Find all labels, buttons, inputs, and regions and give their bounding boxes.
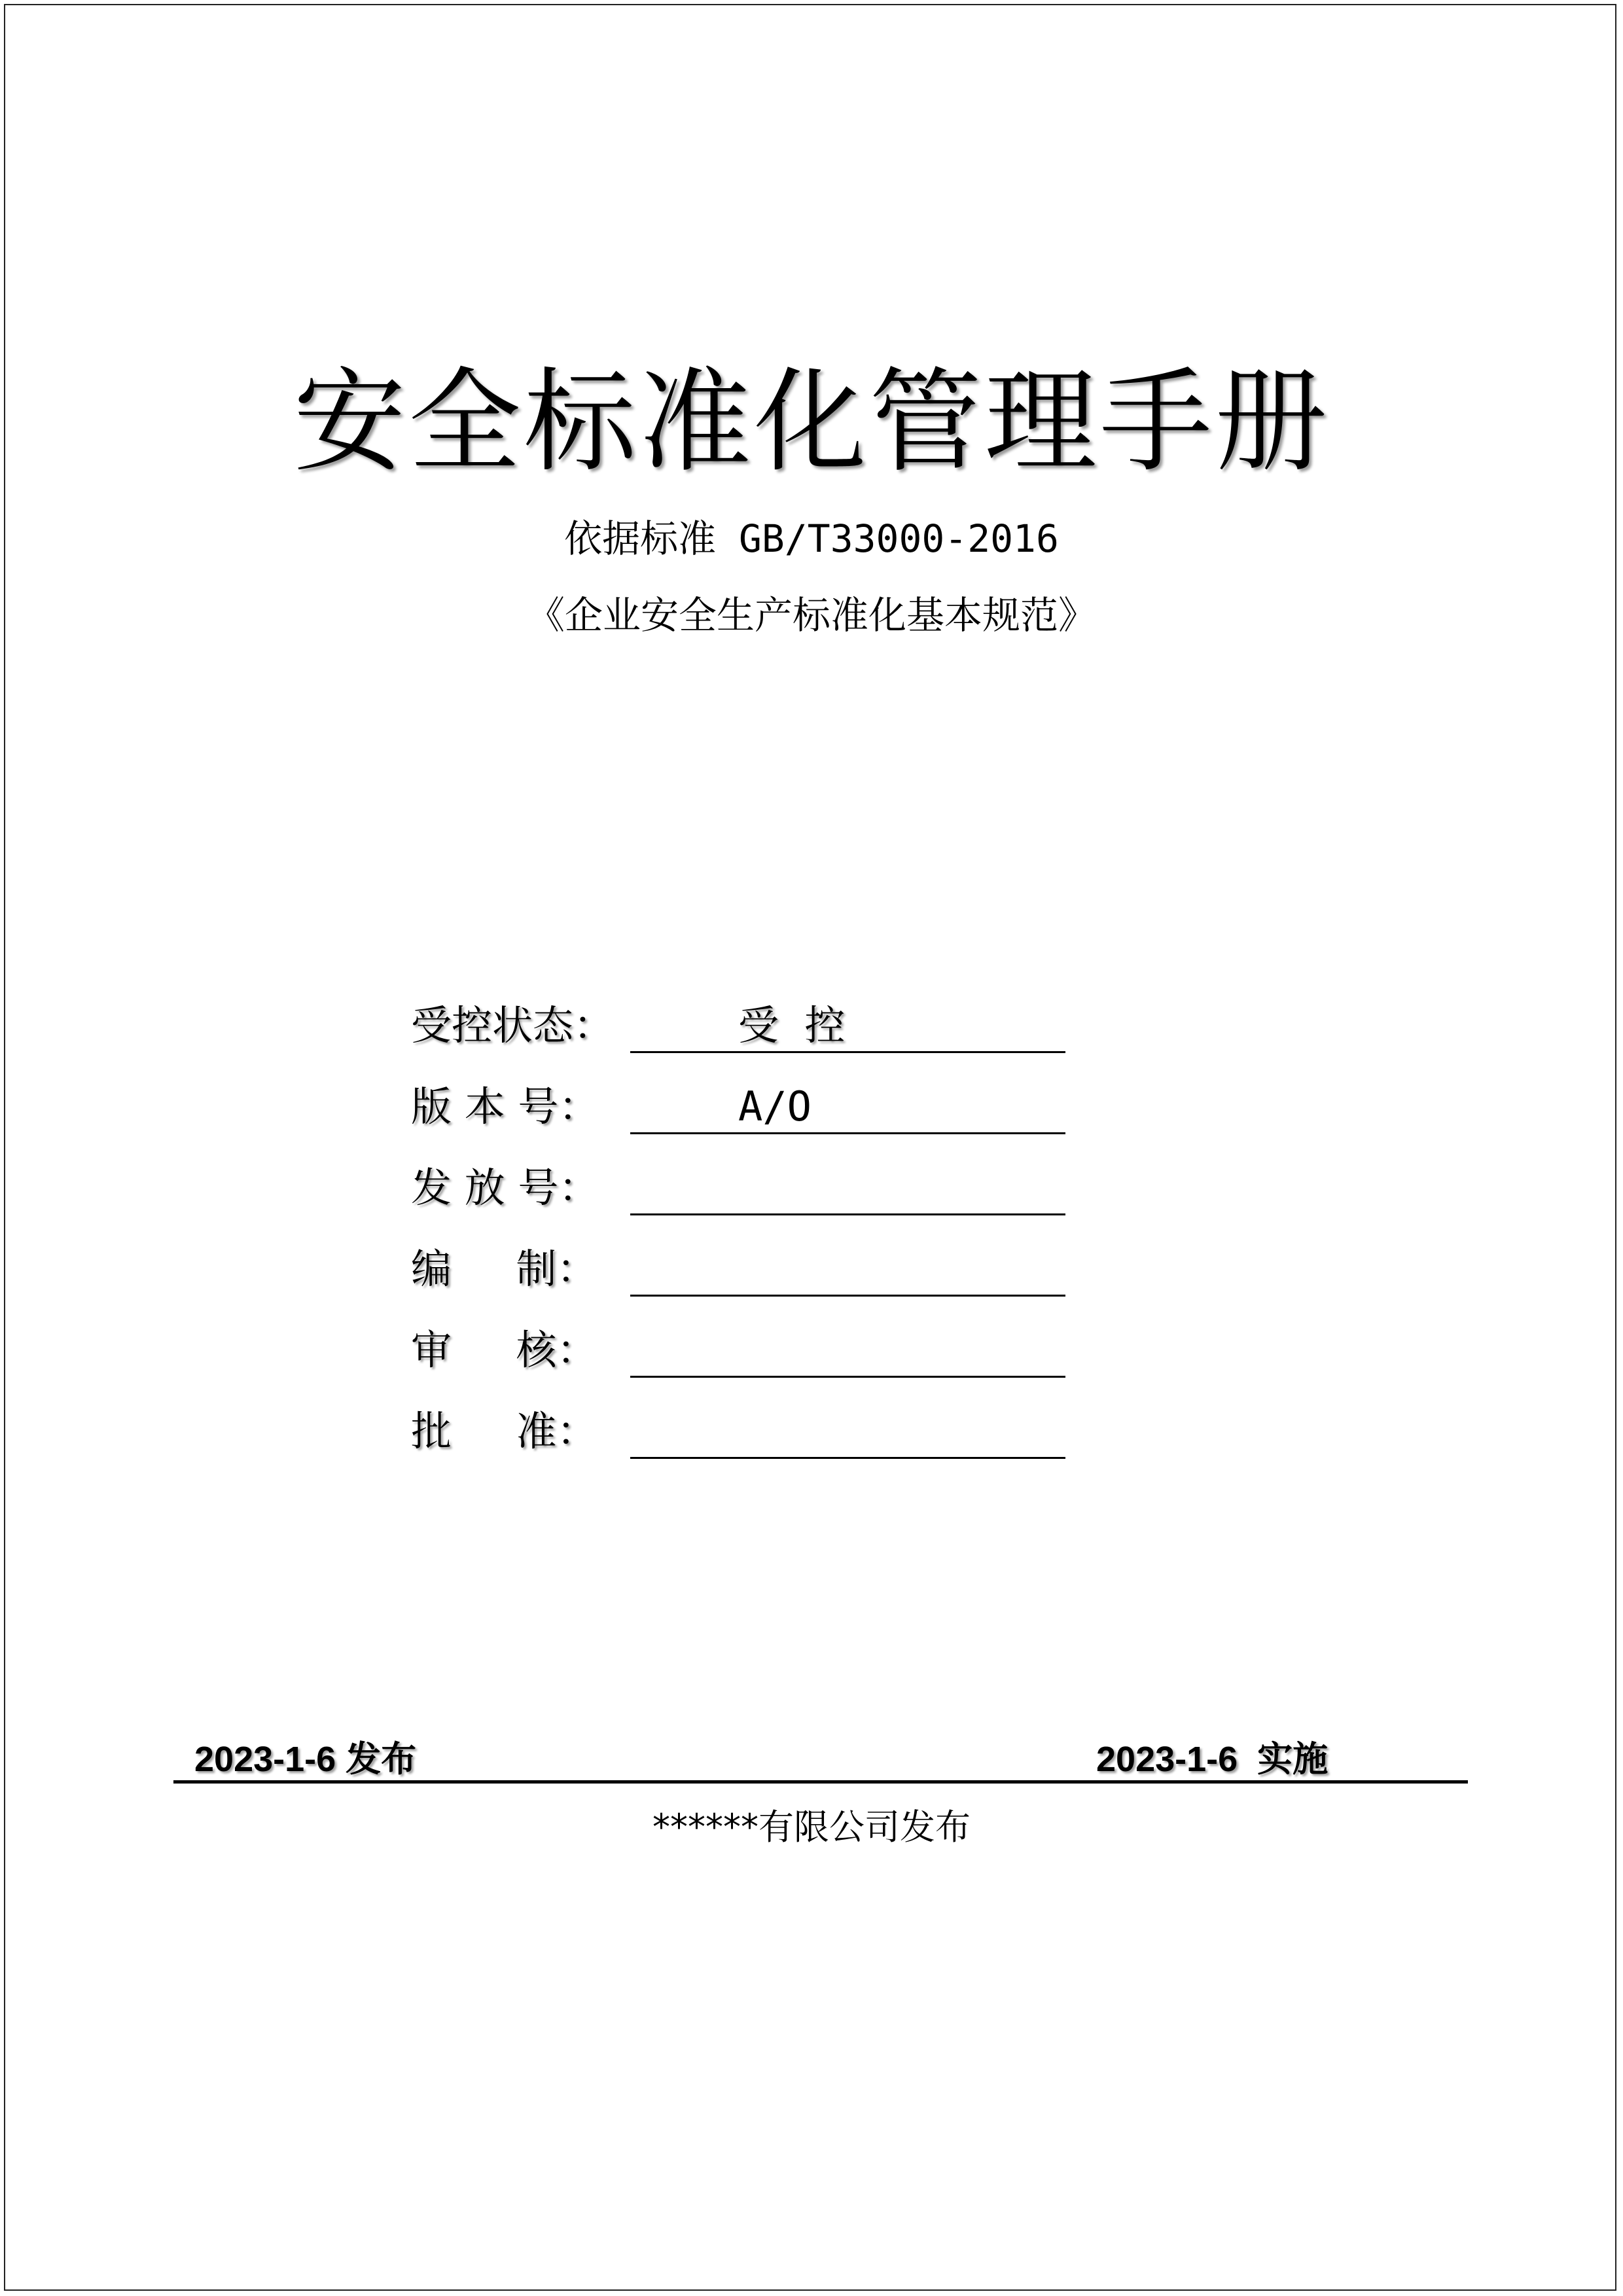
publisher: ******有限公司发布 bbox=[652, 1806, 971, 1848]
version-label: 版 本 号： bbox=[411, 1083, 599, 1130]
control-status-row bbox=[411, 996, 1072, 1077]
footer-divider bbox=[173, 1780, 1468, 1784]
reviewed-by-label: 审 核： bbox=[411, 1326, 597, 1374]
issue-number-field bbox=[630, 1213, 1065, 1215]
approved-by-field bbox=[630, 1457, 1065, 1459]
control-status-label: 受控状态： bbox=[411, 1001, 615, 1049]
issue-number-row bbox=[411, 1158, 1072, 1240]
control-status-value: 受 控 bbox=[738, 1001, 846, 1049]
prepared-by-label: 编 制： bbox=[411, 1245, 597, 1293]
reviewed-by-row bbox=[411, 1321, 1072, 1402]
standard-reference: 依据标准 GB/T33000-2016 bbox=[564, 516, 1059, 561]
version-field bbox=[630, 1132, 1065, 1134]
version-row bbox=[411, 1077, 1072, 1158]
publish-date: 2023-1-6 发布 bbox=[194, 1740, 417, 1779]
standard-name: 《企业安全生产标准化基本规范》 bbox=[526, 593, 1096, 637]
issue-number-label: 发 放 号： bbox=[411, 1164, 599, 1211]
document-title: 安全标准化管理手册 bbox=[293, 356, 1330, 488]
control-info-form bbox=[411, 996, 1072, 1483]
reviewed-by-field bbox=[630, 1376, 1065, 1378]
approved-by-label: 批 准： bbox=[411, 1407, 597, 1455]
control-status-field bbox=[630, 1051, 1065, 1053]
approved-by-row bbox=[411, 1402, 1072, 1483]
effective-date: 2023-1-6 实施 bbox=[1096, 1740, 1329, 1779]
prepared-by-field bbox=[630, 1295, 1065, 1297]
version-value: A/O bbox=[738, 1083, 812, 1130]
prepared-by-row bbox=[411, 1240, 1072, 1321]
footer-dates bbox=[173, 1733, 1468, 1785]
